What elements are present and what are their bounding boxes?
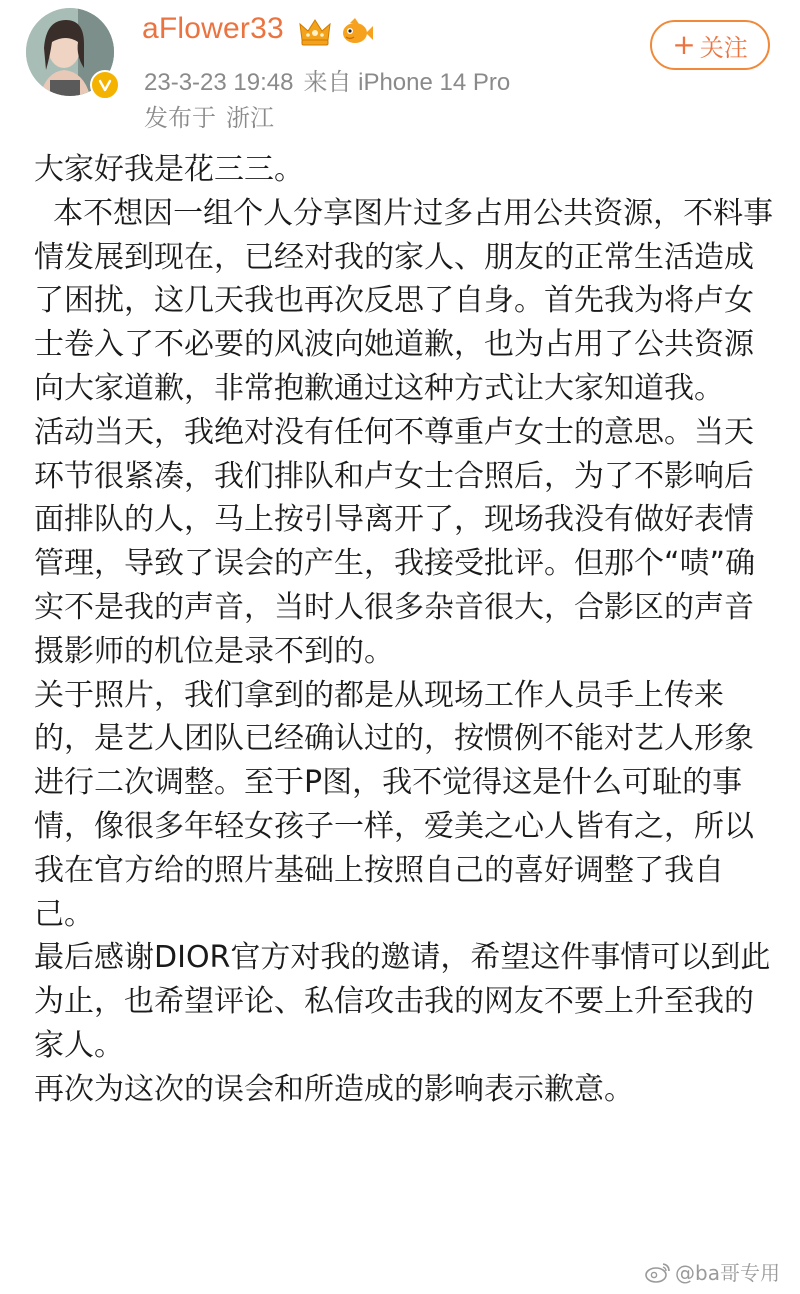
post-paragraph: 关于照片，我们拿到的都是从现场工作人员手上传来的，是艺人团队已经确认过的，按惯例不能对艺人形象进行二次调整。至于P图，我不觉得这是什么可耻的事情，像很多年轻女孩子一样，爱美之心人皆有之，所以我在官方给的照片基础上按照自己的喜好调整了我自己。 — [34, 677, 754, 932]
watermark — [645, 1257, 780, 1286]
post-paragraph: 活动当天，我绝对没有任何不尊重卢女士的意思。当天环节很紧凑，我们排队和卢女士合照后，为了不影响后面排队的人，马上按引导离开了，现场我没有做好表情管理，导致了误会的产生，我接受批评。但那个“啧”确实不是我的声音，当时人很多杂音很大，合影区的声音摄影师的机位是录不到的。 — [34, 414, 756, 669]
post-paragraph: 再次为这次的误会和所造成的影响表示歉意。 — [34, 1071, 634, 1107]
verified-v-icon — [90, 70, 120, 100]
weibo-logo-icon — [645, 1261, 671, 1283]
post-header — [0, 0, 800, 140]
post-body — [34, 148, 774, 1112]
post-date[interactable]: 23-3-23 19:48 — [144, 69, 294, 96]
crown-icon — [298, 16, 332, 48]
plus-icon: + — [672, 28, 696, 61]
avatar-container[interactable] — [26, 8, 118, 100]
follow-button[interactable] — [650, 20, 770, 70]
follow-label: 关注 — [699, 33, 748, 62]
post-location — [144, 98, 284, 133]
post-source: 来自 iPhone 14 Pro — [303, 69, 511, 96]
location-name: 浙江 — [226, 104, 274, 132]
fish-icon — [340, 16, 374, 48]
post-meta — [144, 62, 520, 97]
post-paragraph: 大家好我是花三三。 — [34, 152, 304, 187]
watermark-text: @ba哥专用 — [675, 1261, 780, 1285]
post-paragraph: 最后感谢DIOR官方对我的邀请，希望这件事情可以到此为止，也希望评论、私信攻击我的网友不要上升至我的家人。 — [34, 940, 771, 1063]
location-prefix: 发布于 — [144, 104, 216, 132]
username[interactable]: aFlower33 — [142, 12, 284, 45]
post-paragraph: 本不想因一组个人分享图片过多占用公共资源，不料事情发展到现在，已经对我的家人、朋友的正常生活造成了困扰，这几天我也再次反思了自身。首先我为将卢女士卷入了不必要的风波向她道歉，也为占用了公共资源向大家道歉，非常抱歉通过这种方式让大家知道我。 — [34, 195, 774, 406]
